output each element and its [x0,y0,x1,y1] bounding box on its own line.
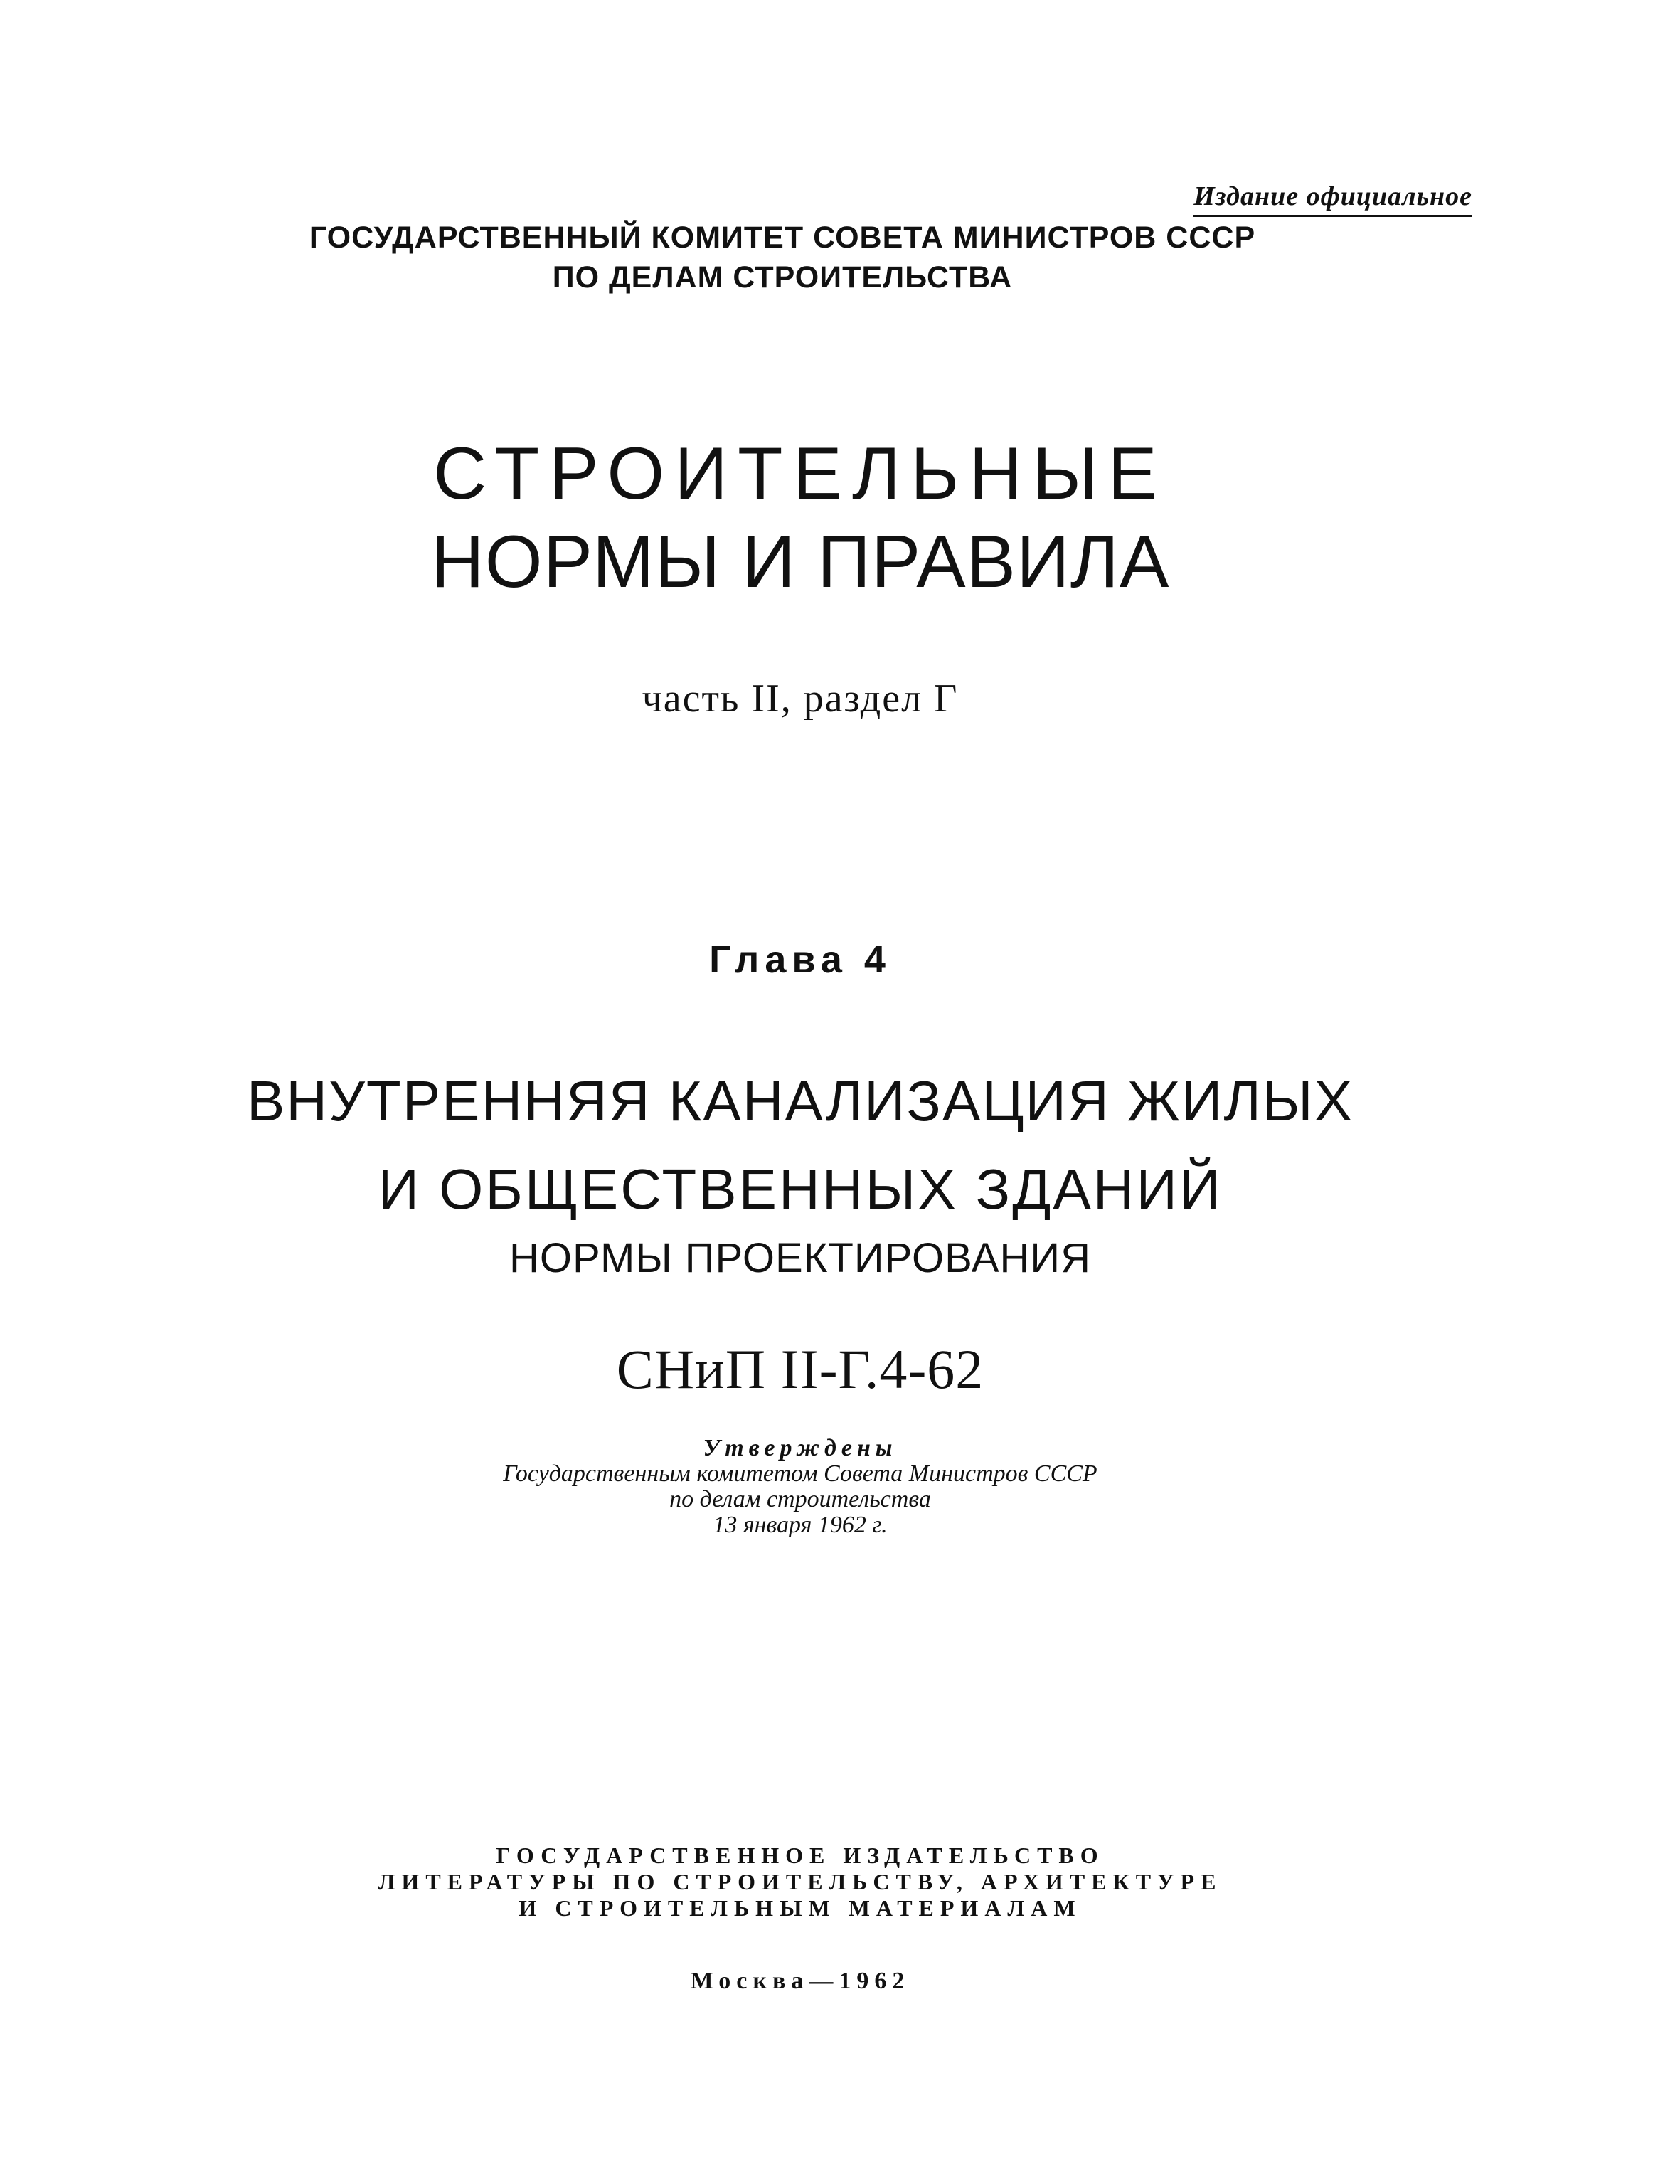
publisher-line-1: ГОСУДАРСТВЕННОЕ ИЗДАТЕЛЬСТВО [496,1843,1105,1868]
committee-line-2: ПО ДЕЛАМ СТРОИТЕЛЬСТВА [552,260,1013,295]
approval-line-3: по делам строительства [669,1486,931,1512]
document-code: СНиП II-Г.4-62 [616,1338,984,1400]
committee-line-1: ГОСУДАРСТВЕННЫЙ КОМИТЕТ СОВЕТА МИНИСТРОВ СССР [309,221,1256,255]
approval-line-4: 13 января 1962 г. [713,1512,888,1538]
main-title [213,430,1387,606]
design-norms-subtitle: НОРМЫ ПРОЕКТИРОВАНИЯ [509,1235,1092,1281]
chapter-title-line-1: ВНУТРЕННЯЯ КАНАЛИЗАЦИЯ ЖИЛЫХ [246,1069,1354,1133]
approval-line-1: Утверждены [703,1435,898,1461]
issuing-committee [285,218,1280,297]
chapter-number: Глава 4 [709,938,891,981]
approval-note [285,1436,1316,1538]
main-title-line-1: СТРОИТЕЛЬНЫЕ [433,433,1167,515]
publisher-line-3: И СТРОИТЕЛЬНЫМ МАТЕРИАЛАМ [519,1895,1082,1921]
chapter-title [142,1057,1458,1234]
edition-note: Издание официальное [1193,181,1472,217]
approval-line-2: Государственным комитетом Совета Министров СССР [503,1461,1097,1487]
publisher [249,1843,1351,1921]
city-year: Москва—1962 [690,1968,910,1994]
main-title-line-2: НОРМЫ И ПРАВИЛА [430,521,1170,603]
chapter-title-line-2: И ОБЩЕСТВЕННЫХ ЗДАНИЙ [378,1157,1223,1221]
publisher-line-2: ЛИТЕРАТУРЫ ПО СТРОИТЕЛЬСТВУ, АРХИТЕКТУРЕ [378,1869,1223,1894]
part-section: часть II, раздел Г [642,677,959,721]
